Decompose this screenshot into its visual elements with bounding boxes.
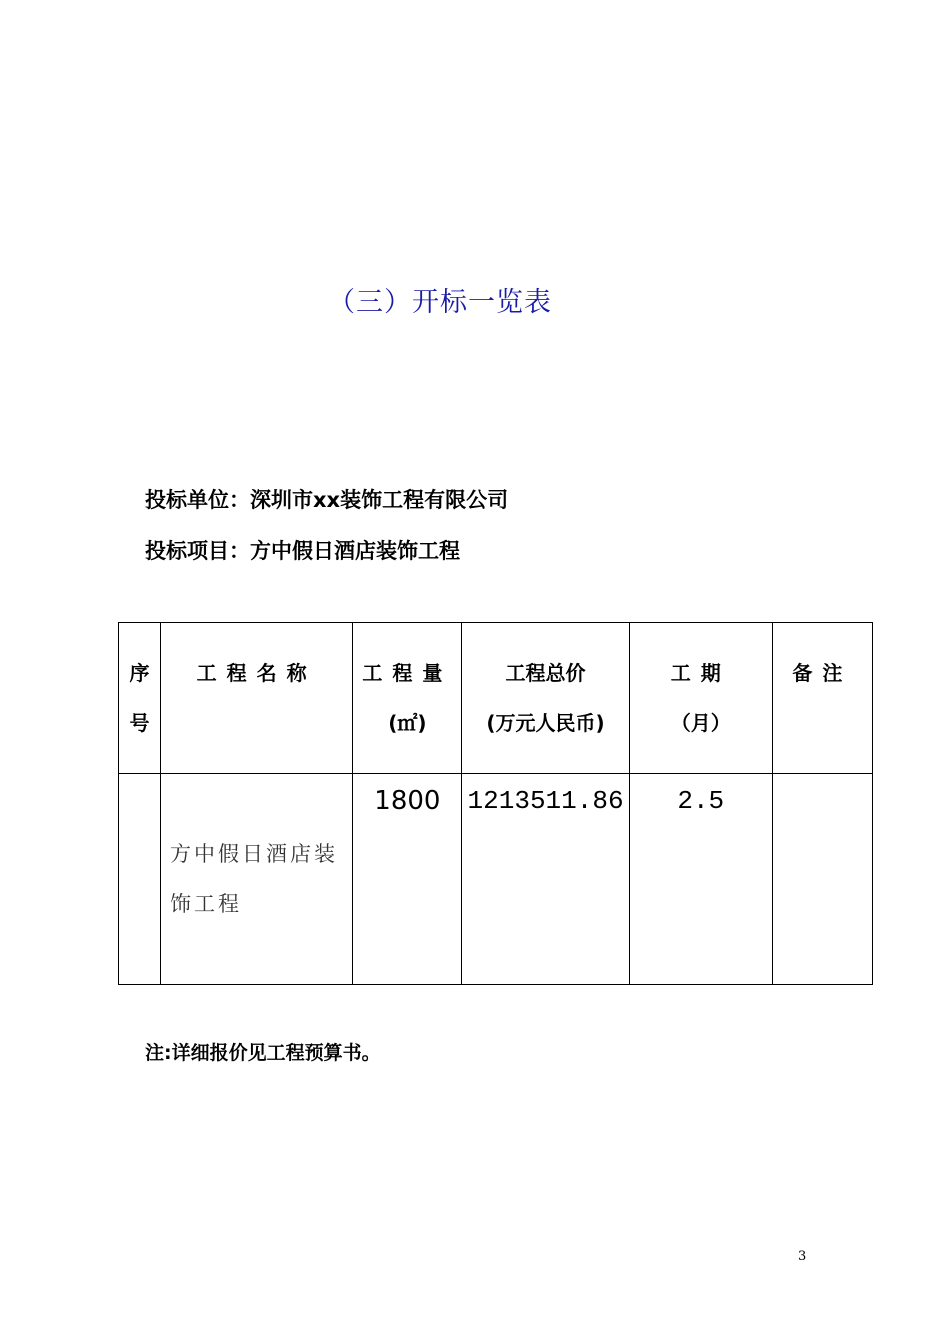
bidder-unit-label: 投标单位：	[145, 488, 250, 512]
header-period: 工期 （月）	[629, 623, 772, 774]
cell-project-name: 方中假日酒店装 饰工程	[161, 774, 353, 985]
bid-project-label: 投标项目：	[145, 539, 250, 563]
header-name: 工程名称	[161, 623, 353, 774]
bidder-unit-value: 深圳市xx装饰工程有限公司	[250, 488, 509, 512]
bid-project-value: 方中假日酒店装饰工程	[250, 539, 460, 563]
bidder-unit	[145, 484, 508, 514]
bid-summary-table	[118, 622, 873, 985]
page-number: 3	[798, 1249, 807, 1264]
page-title: （三）开标一览表	[328, 287, 552, 318]
table-header-row	[119, 623, 873, 774]
header-price: 工程总价 (万元人民币)	[462, 623, 629, 774]
cell-note	[772, 774, 872, 985]
header-note: 备注	[772, 623, 872, 774]
table-row	[119, 774, 873, 985]
cell-qty: 1800	[353, 774, 462, 985]
header-qty: 工程量 (㎡)	[353, 623, 462, 774]
cell-seq	[119, 774, 161, 985]
header-seq: 序 号	[119, 623, 161, 774]
bid-project	[145, 535, 460, 565]
cell-period: 2.5	[629, 774, 772, 985]
cell-price: 1213511.86	[462, 774, 629, 985]
footnote: 注:详细报价见工程预算书。	[145, 1042, 381, 1064]
